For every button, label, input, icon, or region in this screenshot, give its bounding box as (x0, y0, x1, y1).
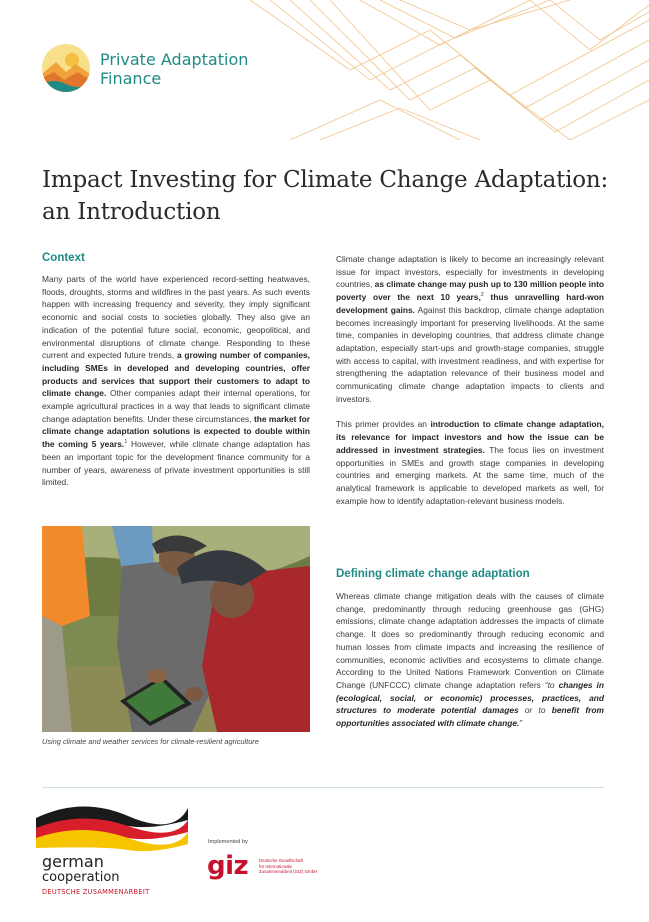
german-cooperation-flag-icon (32, 800, 192, 852)
deutsche-zusammenarbeit-text: DEUTSCHE ZUSAMMENARBEIT (42, 888, 150, 896)
cooperation-text: cooperation (42, 870, 120, 885)
bold-run: the market for climate change adaptation solutions is expected to double within the coming 5 years. (42, 413, 310, 450)
text-run: Other companies adapt their internal operations, for example agricultural practices in a way that leads to significant climate change adaptation benefits. Under these circumstances, (42, 388, 310, 424)
defining-text (336, 590, 604, 743)
bold-italic-run: changes in (ecological, social, or economic) processes, practices, and structures to moderate potential damages (336, 679, 604, 716)
title-line-2: an Introduction (42, 199, 221, 225)
context-paragraph (42, 273, 310, 489)
logo-line-2: Finance (100, 69, 162, 88)
giz-line-3: Zusammenarbeit (GIZ) GmbH (259, 869, 318, 875)
giz-full-name (259, 858, 317, 875)
bold-run: thus unravelling hard-won development gains. (336, 292, 604, 315)
logo-wordmark (100, 50, 248, 88)
bold-run: a growing number of companies, including SMEs in developed and developing countries, offer products and services that support their customers to adapt to climate change. (42, 350, 310, 399)
defining-heading: Defining climate change adaptation (336, 568, 530, 580)
text-run: However, while climate change adaptation has been an important topic for the development finance community for a number of years, awareness of private investment opportunities is still limited. (42, 439, 310, 488)
text-run: Whereas climate change mitigation deals with the causes of climate change, predominantly through reducing greenhouse gas (GHG) emissions, climate change adaptation addresses the impacts of climate change. It does so predominantly through reducing economic and human losses from climate impacts and increasing the resilience of communities, economic activities and ecosystems to climate change. According to the United Nations Framework Convention on Climate Change (UNFCCC) climate change adaptation refers (336, 591, 604, 690)
italic-run: “to (544, 679, 559, 690)
bold-run: introduction to climate change adaptation, its relevance for impact investors and how the issue can be addressed in investment strategies. (336, 419, 604, 455)
giz-line-2: für Internationale (259, 863, 292, 869)
private-adaptation-finance-logo-icon (42, 44, 90, 92)
bold-italic-run: benefit from opportunities associated with climate change. (336, 705, 604, 729)
giz-logo: giz (207, 851, 249, 881)
text-run: Against this backdrop, climate change adaptation becomes increasingly important for preserving livelihoods. At the same time, companies in developing countries, that address climate change adaptation, especially start-ups and growth-stage companies, struggle with access to capital, with investment readiness, and with expertise for strengthening the adaptation relevance of their business model and communicating climate change adaptation impacts to clients and investors. (336, 304, 604, 404)
german-text: german (42, 852, 104, 871)
implemented-by-label: Implemented by (208, 839, 248, 845)
intro-paragraph-1 (336, 253, 604, 405)
context-text (42, 273, 310, 502)
context-heading: Context (42, 252, 85, 264)
defining-paragraph (336, 590, 604, 730)
italic-run: or to (518, 705, 552, 716)
giz-line-1: Deutsche Gesellschaft (259, 858, 303, 863)
title-line-1: Impact Investing for Climate Change Adaptation: (42, 167, 609, 193)
bold-run: as climate change may push up to 130 million people into poverty over the next 10 years, (336, 279, 604, 303)
decorative-line-art (230, 0, 649, 140)
photo-caption: Using climate and weather services for climate-resilient agriculture (42, 737, 259, 746)
text-run: Many parts of the world have experienced record-setting heatwaves, floods, droughts, storms and wildfires in the past years. As such events happen with increasing frequency and severity, they imply significant economic and social costs to societies globally. They also give an indication of the potential future social, economic, geopolitical, and environmental disruptions of climate change. Responding to these current and expected future trends, (42, 274, 310, 361)
intro-text (336, 253, 604, 520)
footer-divider (42, 787, 604, 788)
text-run: The focus lies on investment opportunities in SMEs and growth stage companies in developing countries and emerging markets. At the same time, much of the analytical framework is applicable to developed markets as well, for example how to identify adaptation-relevant business models. (336, 444, 604, 506)
intro-paragraph-2 (336, 418, 604, 507)
italic-run: ” (519, 718, 523, 729)
german-cooperation-wordmark (42, 853, 149, 897)
farmers-tablet-photo (42, 526, 310, 732)
text-run: This primer provides an (336, 419, 431, 430)
logo-line-1: Private Adaptation (100, 50, 249, 69)
footnote-ref[interactable]: 2 (480, 292, 484, 299)
footnote-ref[interactable]: 1 (124, 439, 128, 446)
page-title (42, 164, 622, 228)
text-run: Climate change adaptation is likely to become an increasingly relevant issue for impact investors, especially for investments in developing countries, (336, 254, 604, 290)
